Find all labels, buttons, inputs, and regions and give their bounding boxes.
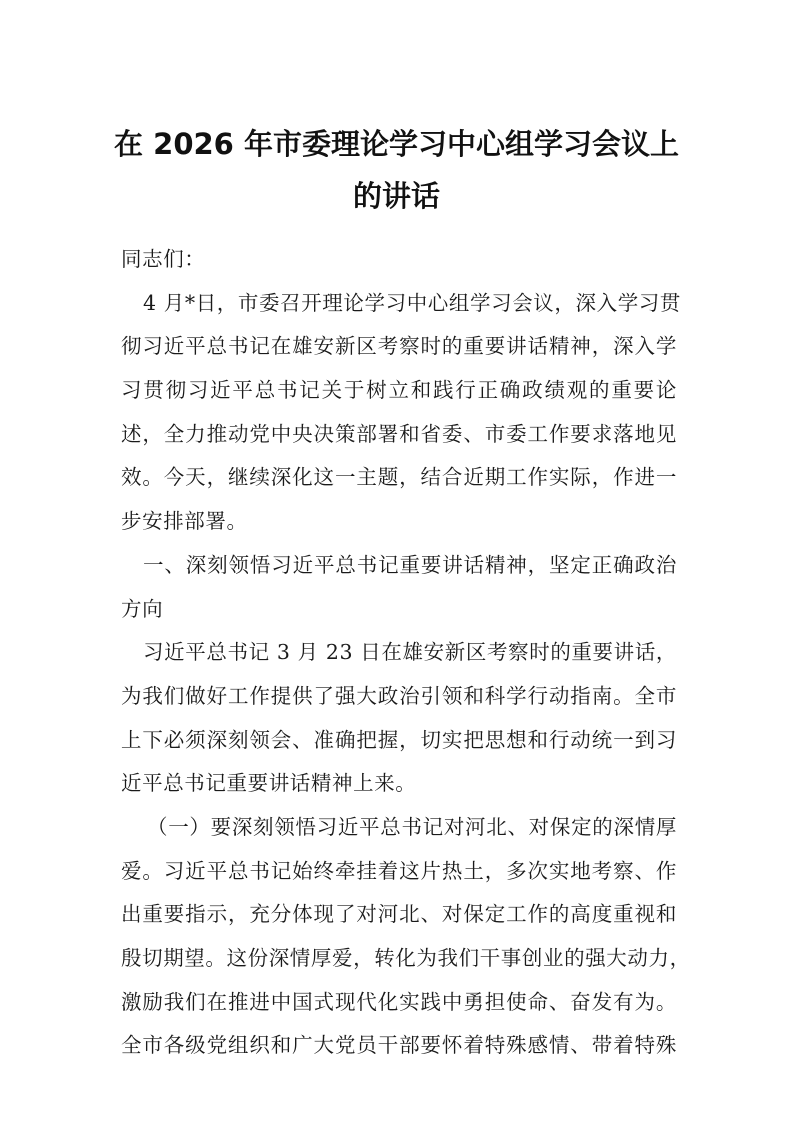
section-heading-line: 方向 (121, 596, 164, 621)
title-line-1: 在 2026 年市委理论学习中心组学习会议上 (114, 127, 679, 161)
paragraph-line: 步安排部署。 (121, 509, 248, 534)
paragraph-line: 全市各级党组织和广大党员干部要怀着特殊感情、带着特殊 (121, 1033, 677, 1058)
paragraph-line: 上下必须深刻领会、准确把握，切实把思想和行动统一到习 (121, 727, 677, 752)
paragraph-line: 述，全力推动党中央决策部署和省委、市委工作要求落地见 (121, 421, 677, 446)
paragraph-line: 4 月*日，市委召开理论学习中心组学习会议，深入学习贯 (143, 290, 682, 315)
paragraph-line: 为我们做好工作提供了强大政治引领和科学行动指南。全市 (121, 683, 677, 708)
paragraph-line: 彻习近平总书记在雄安新区考察时的重要讲话精神，深入学 (121, 334, 677, 359)
paragraph-line: 习贯彻习近平总书记关于树立和践行正确政绩观的重要论 (121, 378, 677, 403)
section-heading-line: 一、深刻领悟习近平总书记重要讲话精神，坚定正确政治 (143, 552, 677, 577)
document-title (100, 118, 693, 222)
title-line-2: 的讲话 (352, 179, 440, 213)
paragraph-line: 近平总书记重要讲话精神上来。 (121, 771, 417, 796)
salutation: 同志们： (121, 247, 206, 271)
subsection-line: （一）要深刻领悟习近平总书记对河北、对保定的深情厚 (147, 814, 677, 839)
paragraph-line: 殷切期望。这份深情厚爱，转化为我们干事创业的强大动力， (121, 946, 691, 970)
paragraph-line: 习近平总书记 3 月 23 日在雄安新区考察时的重要讲话， (143, 640, 677, 665)
document-body (121, 238, 691, 1068)
paragraph-line: 爱。习近平总书记始终牵挂着这片热土，多次实地考察、作 (121, 858, 677, 883)
paragraph-line: 出重要指示，充分体现了对河北、对保定工作的高度重视和 (121, 902, 677, 927)
paragraph-line: 激励我们在推进中国式现代化实践中勇担使命、奋发有为。 (121, 989, 677, 1014)
paragraph-line: 效。今天，继续深化这一主题，结合近期工作实际，作进一 (121, 465, 677, 490)
